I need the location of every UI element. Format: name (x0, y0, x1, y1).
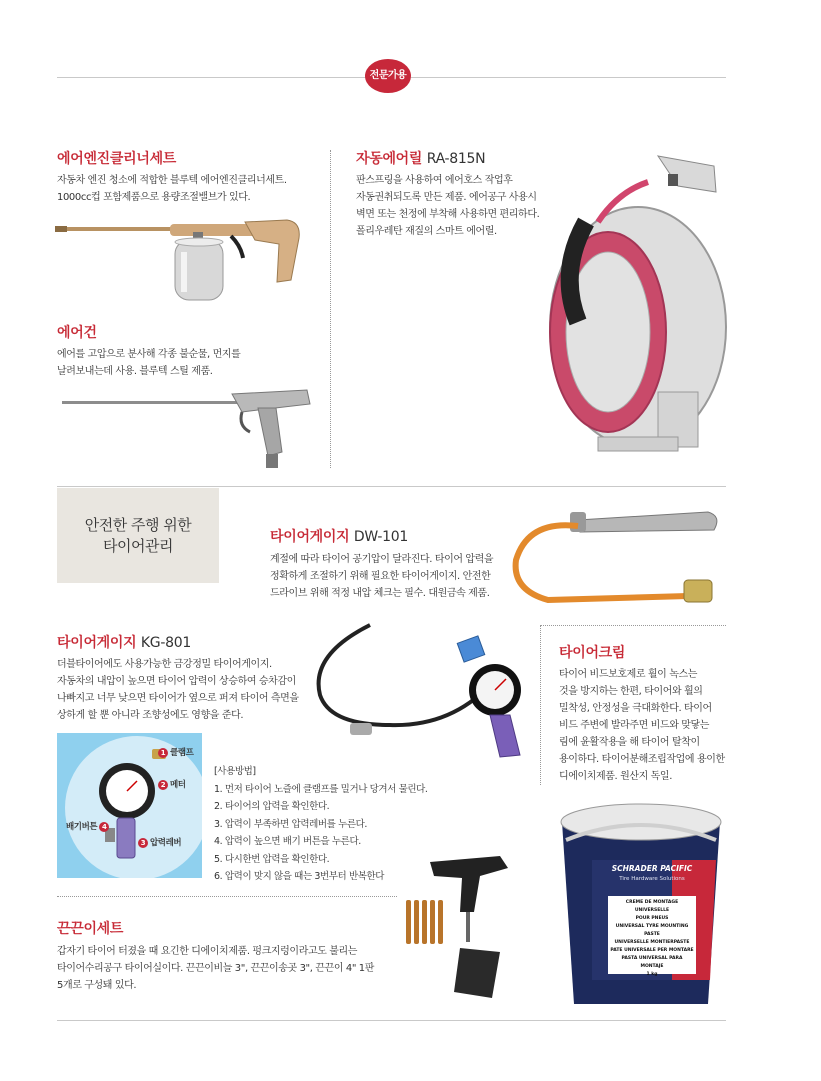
tire-cream-title: 타이어크림 (559, 645, 626, 661)
plug-set-image (400, 852, 530, 1002)
air-reel-desc: 판스프링을 사용하여 에어호스 작업후 자동권취되도록 만든 제품. 에어공구 사용시 벽면 또는 천정에 부착해 사용하면 편리하다. 폴리우레탄 재질의 스마트 에어릴. (356, 175, 540, 237)
column-divider-right (540, 625, 541, 785)
label-lever: 3 압력레버 (138, 836, 181, 848)
engine-cleaner-title: 에어엔진클리너세트 (57, 151, 177, 167)
bucket-brand-sub: Tire Hardware Solutions (619, 876, 685, 882)
gauge-dw-desc: 계절에 따라 타이어 공기압이 달라진다. 타이어 압력을 정확하게 조절하기 위해 필요한 타이어게이지. 안전한 드라이브 위해 적정 내압 체크는 필수. 대원금속 제품. (270, 554, 494, 599)
engine-cleaner-image (55, 210, 315, 320)
section-divider-1 (57, 486, 726, 487)
bucket-label: CREME DE MONTAGE UNIVERSELLE POUR PNEUS UNIVERSAL TYRE MOUNTING PASTE UNIVERSELLE MONTIERPASTE PATE UNIVERSALE PER MONTARE PASTA UNIVERSAL PARA MONTAJE 1 kg (610, 900, 694, 977)
label-vent: 배기버튼 4 (66, 820, 111, 832)
air-gun-desc: 에어를 고압으로 분사해 각종 불순물, 먼지를 날려보내는데 사용. 블루텍 스틸 제품. (57, 349, 241, 377)
gauge-kg-title: 타이어게이지 KG-801 (57, 635, 191, 651)
plug-set-title: 끈끈이세트 (57, 921, 124, 937)
bottom-line (57, 1020, 726, 1021)
air-gun-title: 에어건 (57, 325, 97, 341)
divider-cream (540, 625, 726, 626)
safety-line2: 타이어관리 (103, 536, 173, 555)
tire-cream-bucket (556, 800, 726, 1008)
usage-instructions: [사용방법] 1. 먼저 타이어 노즐에 클램프를 밀거나 당겨서 물린다. 2. 타이어의 압력을 확인한다. 3. 압력이 부족하면 압력레버를 누른다. 4. 압력이 높으면 배기 버튼을 누른다. 5. 다시한번 압력을 확인한다. 6. 압력이 맞지 않을 때는 3번부터 반복한다 (214, 763, 428, 886)
gauge-dw-image (508, 500, 728, 625)
gauge-kg-image (310, 615, 540, 775)
safety-line1: 안전한 주행 위한 (84, 515, 192, 534)
tire-cream-desc: 타이어 비드보호제로 휠이 녹스는 것을 방지하는 한편, 타이어와 휠의 밀착성, 안정성을 극대화한다. 타이어 비드 주변에 발라주면 비드와 맞닿는 림에 윤활작용을 해 타이어 탈착이 용이하다. 타이어분해조립작업에 용이한 디에이치제품. 원산지 독일. (559, 669, 725, 782)
divider-plug (57, 896, 397, 897)
air-gun-image (62, 380, 312, 475)
pro-badge: 전문가용 (365, 59, 411, 93)
air-reel-title: 자동에어릴 RA-815N (356, 151, 486, 167)
usage-title: [사용방법] (214, 766, 256, 777)
label-clamp: 1 클램프 (158, 746, 193, 758)
bucket-brand: SCHRADER PACIFIC (611, 864, 693, 873)
gauge-kg-desc: 더블타이어에도 사용가능한 금강정밀 타이어게이지. 자동차의 내압이 높으면 타이어 압력이 상승하여 승차감이 나빠지고 너무 낮으면 타이어가 옆으로 퍼져 타이어 측면을 상하게 할 뿐 아니라 조향성에도 영향을 준다. (57, 659, 299, 721)
safety-section-box (57, 488, 219, 583)
column-divider-top (330, 150, 331, 468)
air-reel-image (538, 152, 738, 462)
label-meter: 2 메터 (158, 778, 186, 790)
plug-set-desc: 갑자기 타이어 터졌을 때 요긴한 디에이치제품. 펑크지렁이라고도 불리는 타이어수리공구 타이어실이다. 끈끈이비늘 3", 끈끈이송곳 3", 끈끈이 4" 1판 5개로 구성돼 있다. (57, 946, 375, 991)
engine-cleaner-desc: 자동차 엔진 청소에 적합한 블루텍 에어엔진클리너세트. 1000cc컵 포함제품으로 용량조절밸브가 있다. (57, 175, 287, 203)
gauge-dw-title: 타이어게이지 DW-101 (270, 529, 408, 545)
